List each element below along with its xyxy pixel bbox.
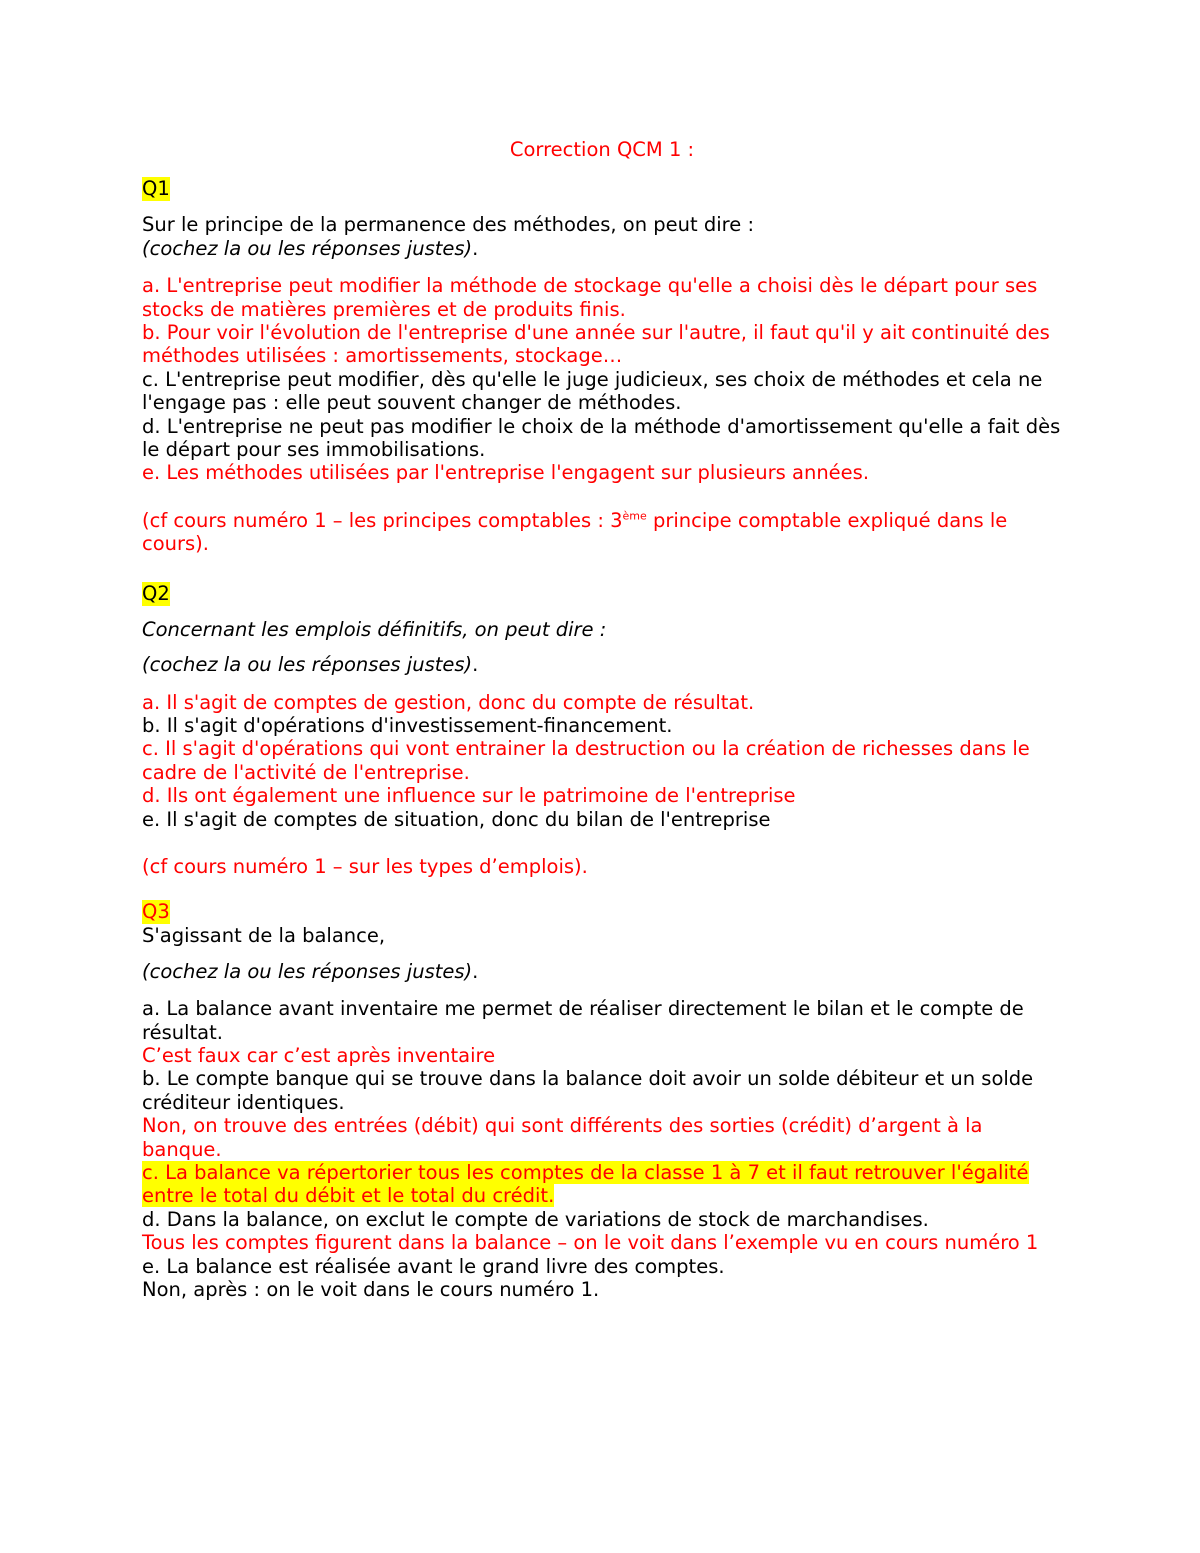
question-3-text: S'agissant de la balance, — [142, 924, 386, 948]
question-3 — [142, 900, 1062, 1301]
question-2-answer-e: e. Il s'agit de comptes de situation, donc du bilan de l'entreprise — [142, 807, 771, 831]
note-sup: ème — [622, 509, 647, 523]
question-1-instruction — [142, 237, 1062, 260]
question-1-text: Sur le principe de la permanence des méthodes, on peut dire : — [142, 213, 755, 237]
question-2-answer-d: d. Ils ont également une influence sur le patrimoine de l'entreprise — [142, 784, 796, 808]
instruction-text: (cochez la ou les réponses justes) — [142, 236, 473, 260]
question-3-answer-b-comment: Non, on trouve des entrées (débit) qui sont différents des sorties (crédit) d’argent à la banque. — [142, 1114, 983, 1161]
instruction-end: . — [472, 653, 479, 677]
question-3-answer-b: b. Le compte banque qui se trouve dans la balance doit avoir un solde débiteur et un solde créditeur identiques. — [142, 1067, 1034, 1114]
instruction-end: . — [472, 236, 479, 260]
question-1-answer-d: d. L'entreprise ne peut pas modifier le choix de la méthode d'amortissement qu'elle a fait dès le départ pour ses immobilisations. — [142, 414, 1061, 462]
instruction-text: (cochez la ou les réponses justes) — [142, 959, 473, 983]
question-1 — [142, 177, 1062, 555]
question-2-note: (cf cours numéro 1 – sur les types d’emplois). — [142, 854, 588, 878]
question-1-answer-a: a. L'entreprise peut modifier la méthode de stockage qu'elle a choisi dès le départ pour ses stocks de matières premières et de produits finis. — [142, 274, 1038, 321]
note-before: (cf cours numéro 1 – les principes comptables : 3 — [142, 508, 623, 532]
question-1-answer-c: c. L'entreprise peut modifier, dès qu'elle le juge judicieux, ses choix de méthodes et cela ne l'engage pas : elle peut souvent changer de méthodes. — [142, 367, 1043, 415]
document-title: Correction QCM 1 : — [509, 138, 695, 161]
question-2 — [142, 582, 1062, 879]
question-2-label: Q2 — [142, 581, 170, 605]
question-1-answer-b: b. Pour voir l'évolution de l'entreprise d'une année sur l'autre, il faut qu'il y ait continuité des méthodes utilisées : amortissements, stockage… — [142, 321, 1050, 368]
question-3-answer-e: e. La balance est réalisée avant le grand livre des comptes. — [142, 1254, 725, 1278]
note-after: principe comptable expliqué dans le cours). — [142, 508, 1008, 556]
document-content — [142, 138, 1062, 1301]
question-3-answer-a-comment: C’est faux car c’est après inventaire — [142, 1043, 496, 1067]
question-3-answer-d: d. Dans la balance, on exclut le compte de variations de stock de marchandises. — [142, 1207, 929, 1231]
question-3-answer-a: a. La balance avant inventaire me permet de réaliser directement le bilan et le compte de résultat. — [142, 997, 1024, 1044]
question-1-label: Q1 — [142, 177, 170, 201]
question-2-answer-a: a. Il s'agit de comptes de gestion, donc du compte de résultat. — [142, 690, 755, 714]
question-2-instruction — [142, 653, 1062, 676]
question-2-text: Concernant les emplois définitifs, on peut dire : — [142, 617, 607, 641]
question-2-answer-b: b. Il s'agit d'opérations d'investissement-financement. — [142, 713, 673, 737]
question-3-answer-e-comment: Non, après : on le voit dans le cours numéro 1. — [142, 1278, 600, 1302]
highlighted-answer: c. La balance va répertorier tous les comptes de la classe 1 à 7 et il faut retrouver l'égalité entre le total du débit et le total du crédit. — [142, 1161, 1029, 1208]
question-3-instruction — [142, 960, 1062, 983]
question-3-answer-d-comment: Tous les comptes figurent dans la balance – on le voit dans l’exemple vu en cours numéro 1 — [142, 1231, 1039, 1255]
instruction-text: (cochez la ou les réponses justes) — [142, 653, 473, 677]
question-3-label: Q3 — [142, 900, 170, 924]
question-2-answer-c: c. Il s'agit d'opérations qui vont entrainer la destruction ou la création de richesses dans le cadre de l'activité de l'entreprise. — [142, 737, 1030, 784]
question-1-note — [142, 509, 1062, 556]
question-3-answer-c — [142, 1161, 1062, 1208]
question-1-answer-e: e. Les méthodes utilisées par l'entreprise l'engagent sur plusieurs années. — [142, 461, 870, 485]
instruction-end: . — [472, 959, 479, 983]
